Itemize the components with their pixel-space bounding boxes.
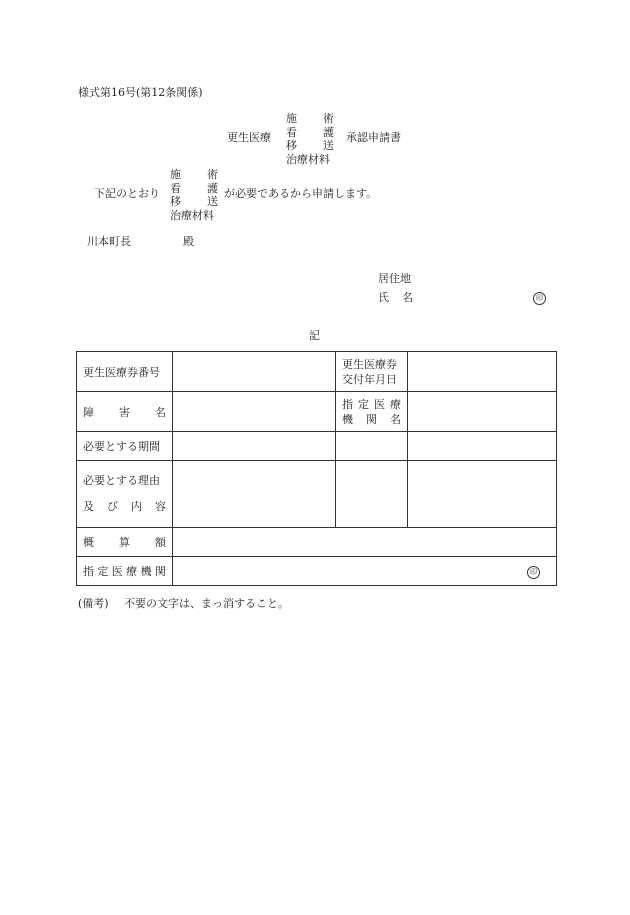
table-row <box>77 528 557 557</box>
ki-heading: 記 <box>309 329 320 342</box>
disability-name-label: 障 害 名 <box>77 392 173 432</box>
reason-content-label-line2: 及 び 内 容 <box>83 500 166 513</box>
ticket-number-field[interactable] <box>173 352 336 392</box>
reason-content-label-line1: 必要とする理由 <box>83 474 160 487</box>
request-option-1b: 術 <box>207 168 218 181</box>
heading-prefix: 更生医療 <box>227 131 271 144</box>
ticket-number-label: 更生医療券番号 <box>77 352 173 392</box>
table-row <box>77 461 557 528</box>
heading-option-1b: 術 <box>323 112 334 125</box>
table-row <box>77 557 557 586</box>
addressee-name: 川本町長 <box>87 235 131 248</box>
disability-name-field[interactable] <box>173 392 336 432</box>
required-period-label: 必要とする期間 <box>77 432 173 461</box>
heading-options <box>286 112 334 166</box>
request-suffix: が必要であるから申請します。 <box>224 187 378 200</box>
heading-option-3a: 移 <box>286 139 297 152</box>
institution-seal-icon: 印 <box>527 566 540 579</box>
addressee-honorific: 殿 <box>183 235 194 248</box>
heading-option-2b: 護 <box>323 125 334 139</box>
designated-institution-label: 指 定 医 療 機 関 <box>77 557 173 586</box>
request-option-3b: 送 <box>207 195 218 208</box>
address-label: 居住地 <box>378 272 411 285</box>
note-text: 不要の文字は、まっ消すること。 <box>124 597 289 610</box>
note-label: (備考) <box>78 597 109 610</box>
request-option-2a: 看 <box>170 181 181 195</box>
form-number: 様式第16号(第12条関係) <box>78 86 203 99</box>
request-option-1a: 施 <box>170 168 181 181</box>
reason-content-field[interactable] <box>173 461 336 528</box>
request-options <box>170 168 218 222</box>
name-label-1: 氏 <box>378 291 389 304</box>
request-option-2b: 護 <box>207 181 218 195</box>
applicant-seal-icon: 印 <box>533 292 546 305</box>
required-period-extra-2[interactable] <box>408 432 557 461</box>
issue-date-label <box>336 352 408 392</box>
table-row <box>77 432 557 461</box>
heading-option-2a: 看 <box>286 125 297 139</box>
estimated-amount-field[interactable] <box>173 528 557 557</box>
heading-option-3b: 送 <box>323 139 334 152</box>
issue-date-label-line1: 更生医療券 <box>342 357 397 371</box>
request-option-3a: 移 <box>170 195 181 208</box>
name-label-2: 名 <box>402 291 413 304</box>
table-row <box>77 352 557 392</box>
reason-content-extra-1[interactable] <box>336 461 408 528</box>
designated-institution-name-field[interactable] <box>408 392 557 432</box>
heading-suffix: 承認申請書 <box>346 131 401 144</box>
reason-content-label <box>77 461 173 528</box>
heading-option-1a: 施 <box>286 112 297 125</box>
required-period-field[interactable] <box>173 432 336 461</box>
heading-option-4: 治療材料 <box>286 152 330 166</box>
required-period-extra-1[interactable] <box>336 432 408 461</box>
application-table <box>76 351 557 586</box>
estimated-amount-label: 概 算 額 <box>77 528 173 557</box>
issue-date-label-line2: 交付年月日 <box>342 372 397 386</box>
designated-institution-field[interactable] <box>173 557 557 586</box>
issue-date-field[interactable] <box>408 352 557 392</box>
designated-institution-name-label: 指 定 医 療 機 関 名 <box>336 392 408 432</box>
reason-content-extra-2[interactable] <box>408 461 557 528</box>
request-prefix: 下記のとおり <box>94 187 160 200</box>
table-row <box>77 392 557 432</box>
request-option-4: 治療材料 <box>170 208 214 222</box>
